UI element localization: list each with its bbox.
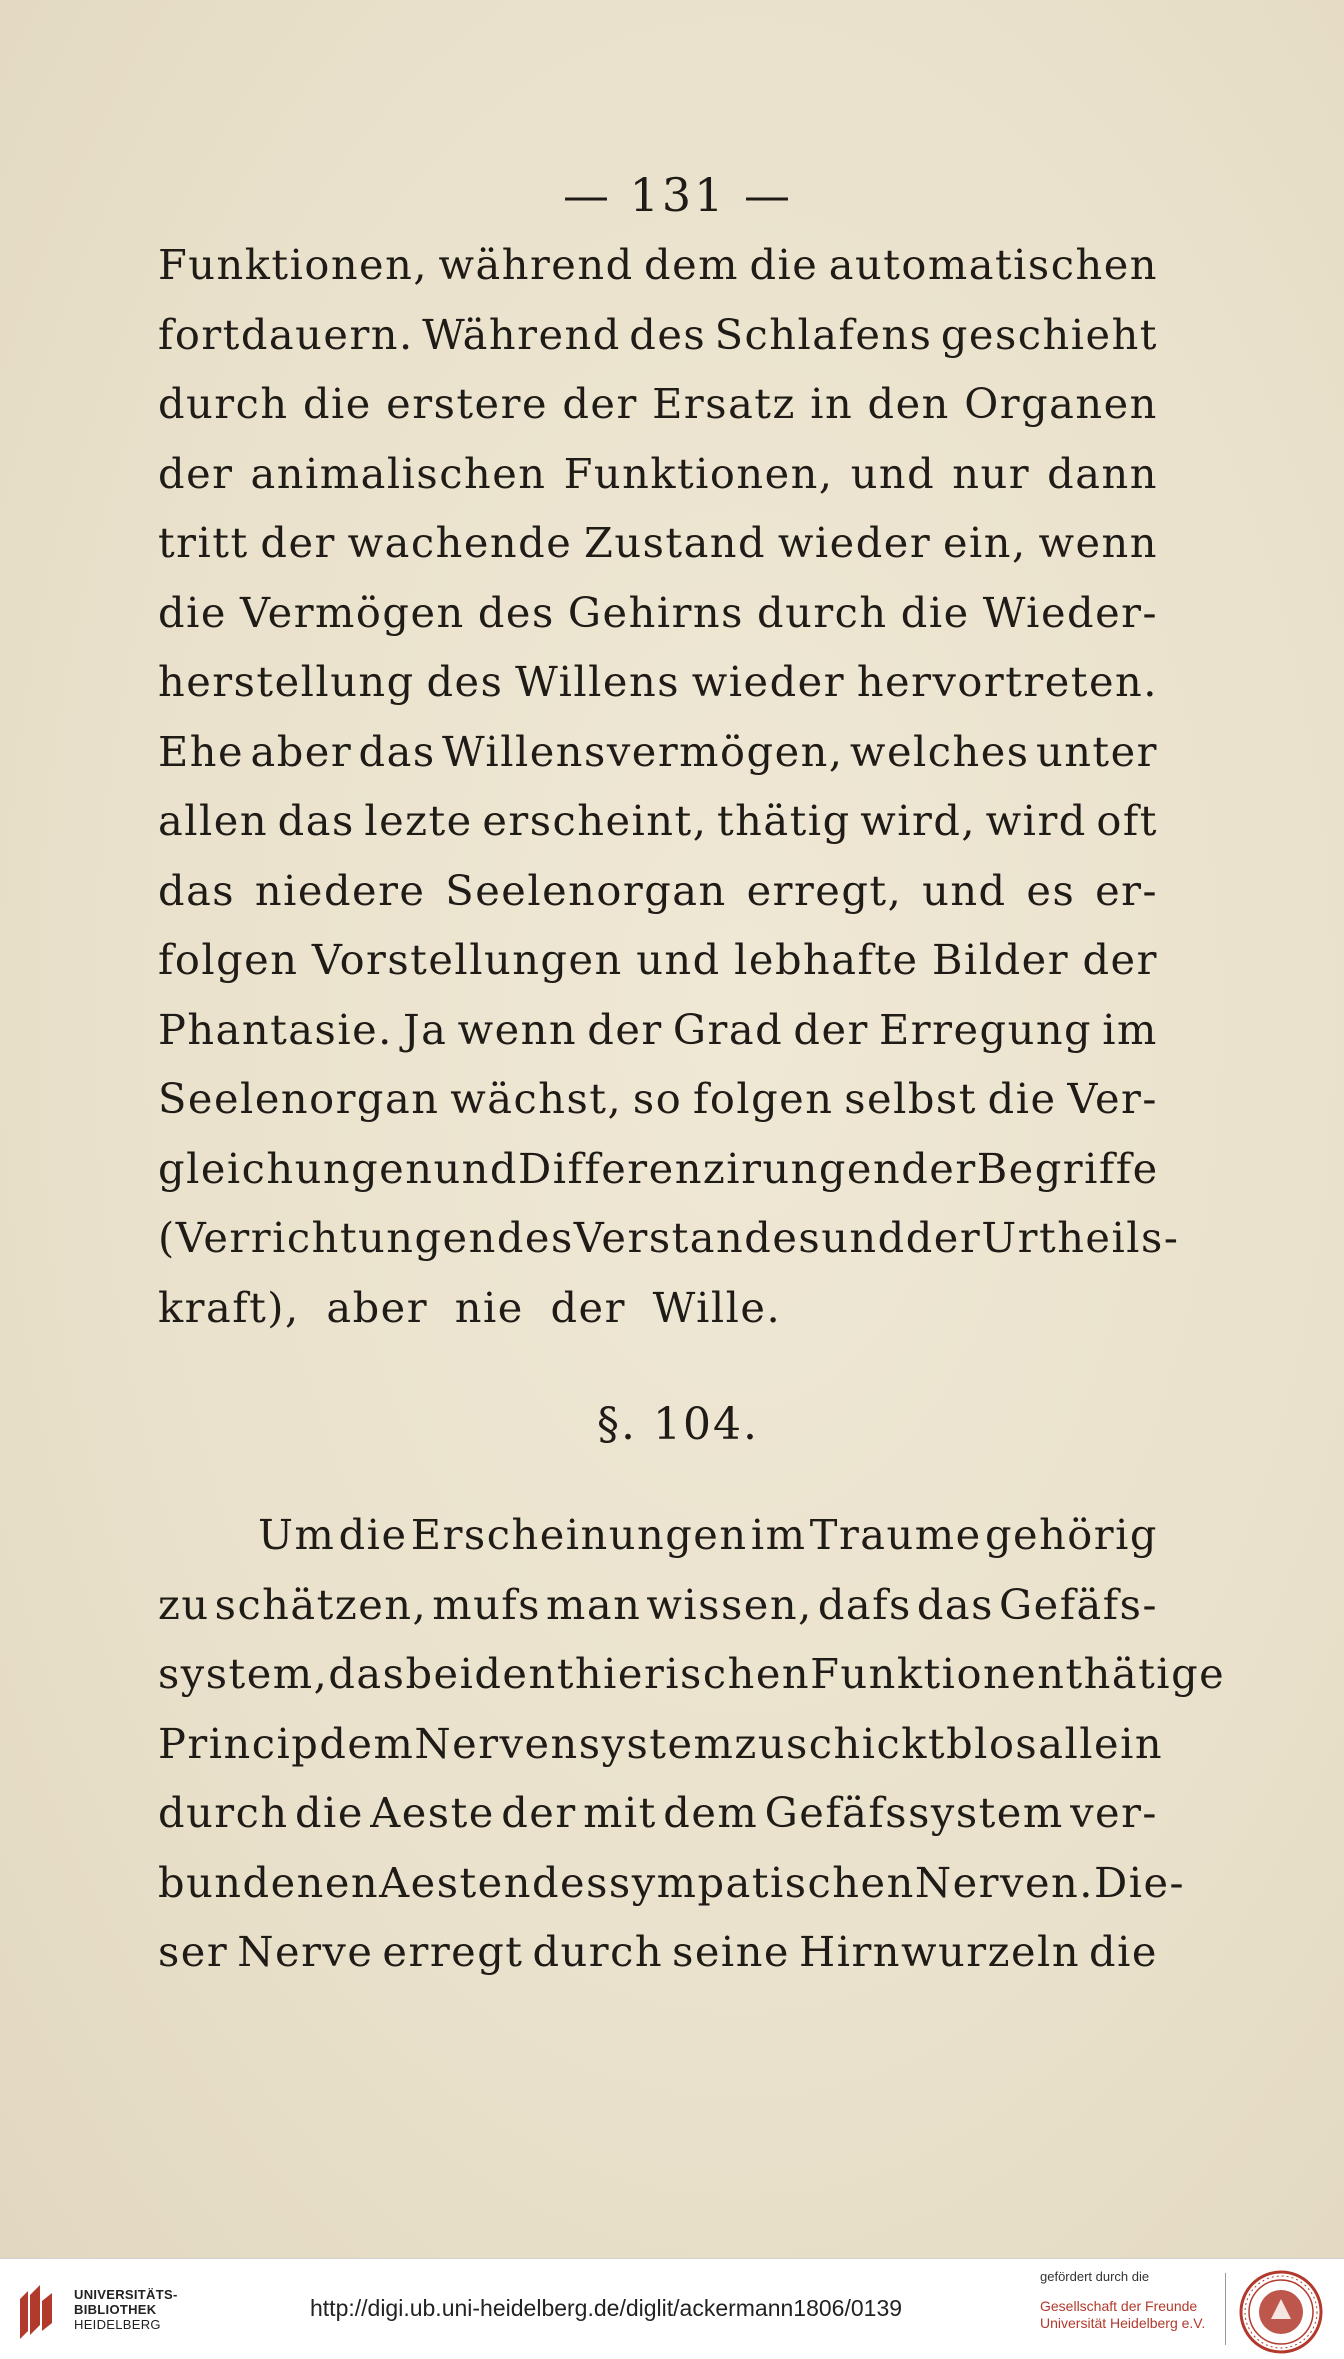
word: folgen bbox=[692, 1074, 834, 1123]
word: Zustand bbox=[584, 518, 767, 567]
word: wieder bbox=[777, 518, 932, 567]
word: und bbox=[821, 1213, 906, 1262]
word: es bbox=[1026, 865, 1076, 915]
word: das bbox=[358, 726, 436, 776]
text-line bbox=[158, 995, 1158, 1065]
word: Differenzirungen bbox=[517, 1143, 902, 1193]
word: zu bbox=[158, 1579, 210, 1629]
word: Bilder bbox=[932, 935, 1070, 984]
text-line bbox=[158, 439, 1158, 509]
word: durch bbox=[532, 1927, 664, 1976]
word: folgen bbox=[158, 935, 299, 984]
word: Erregung bbox=[879, 1004, 1093, 1054]
word: wissen, bbox=[646, 1579, 813, 1629]
word: im bbox=[1102, 1004, 1158, 1054]
word: Vermögen bbox=[240, 587, 465, 637]
library-logo-icon bbox=[14, 2281, 60, 2341]
text-line bbox=[158, 578, 1158, 648]
paragraph-2 bbox=[158, 1500, 1226, 1987]
text-line bbox=[158, 508, 1158, 578]
word: aber bbox=[250, 726, 353, 776]
word: des bbox=[477, 587, 555, 637]
word: wenn bbox=[457, 1004, 578, 1054]
word: die bbox=[900, 587, 970, 637]
word: das bbox=[158, 865, 236, 915]
word: mit bbox=[583, 1788, 657, 1837]
word: thätige bbox=[1065, 1649, 1226, 1698]
text-line bbox=[158, 856, 1158, 926]
word: fortdauern. bbox=[158, 309, 414, 359]
text-line bbox=[158, 1064, 1158, 1134]
word: Ehe bbox=[158, 726, 245, 776]
word: erscheint, bbox=[482, 796, 708, 845]
word: das bbox=[916, 1579, 994, 1629]
word: dem bbox=[644, 240, 740, 289]
word: ein, bbox=[942, 518, 1027, 567]
word: des bbox=[629, 309, 707, 359]
word: die bbox=[158, 587, 227, 637]
word: Gehirns bbox=[567, 587, 744, 637]
word: wird bbox=[985, 796, 1087, 845]
word: sympatischen bbox=[608, 1857, 915, 1907]
word: dem bbox=[319, 1718, 415, 1768]
word: erstere bbox=[386, 379, 549, 428]
word: zuschickt bbox=[734, 1718, 947, 1768]
word: der bbox=[260, 518, 336, 567]
word: lebhafte bbox=[734, 935, 919, 984]
word: des bbox=[426, 657, 504, 706]
word: Phantasie. bbox=[158, 1004, 393, 1054]
section-heading: §. 104. bbox=[597, 1399, 759, 1450]
word: durch bbox=[757, 587, 888, 637]
text-line bbox=[158, 1709, 1164, 1779]
word: (Verrichtungen bbox=[158, 1213, 497, 1262]
word: der bbox=[905, 1213, 982, 1262]
text-line bbox=[158, 925, 1158, 995]
word: wird, bbox=[860, 796, 977, 845]
word: Schlafens bbox=[714, 309, 933, 359]
word: tritt bbox=[158, 518, 249, 567]
word: oft bbox=[1096, 796, 1158, 845]
library-name-line: UNIVERSITÄTS- bbox=[74, 2287, 178, 2302]
text-line bbox=[158, 1848, 1186, 1918]
word: der bbox=[587, 1004, 663, 1054]
text-line bbox=[158, 647, 1158, 717]
footer-bar bbox=[0, 2258, 1344, 2359]
word: so bbox=[632, 1074, 683, 1123]
word: Begriffe bbox=[976, 1143, 1159, 1193]
word: allein bbox=[1038, 1718, 1164, 1768]
word: Vorstellungen bbox=[311, 935, 623, 984]
word: Funktionen, bbox=[563, 448, 834, 498]
word: die bbox=[294, 1788, 364, 1837]
paragraph-1 bbox=[158, 230, 1180, 1342]
word: Willens bbox=[515, 657, 680, 706]
text-line bbox=[158, 369, 1158, 439]
word: die bbox=[987, 1074, 1057, 1123]
text-line bbox=[158, 230, 1158, 300]
word: Ersatz bbox=[652, 379, 796, 428]
word: die bbox=[302, 379, 372, 428]
word: Die- bbox=[1093, 1857, 1186, 1907]
text-line bbox=[158, 1639, 1226, 1709]
text-line bbox=[158, 1778, 1158, 1848]
word: und bbox=[433, 1143, 518, 1193]
word: Grad bbox=[672, 1004, 784, 1054]
word: die bbox=[338, 1510, 408, 1559]
sponsor-label: gefördert durch die bbox=[1040, 2269, 1150, 2284]
word: wächst, bbox=[450, 1074, 623, 1123]
word: blos bbox=[946, 1718, 1039, 1768]
word: nur bbox=[952, 448, 1031, 498]
word: Wieder- bbox=[982, 587, 1158, 637]
word: herstellung bbox=[158, 657, 415, 706]
page-text bbox=[158, 160, 1226, 1987]
word: thätig bbox=[716, 796, 851, 845]
word: erregt, bbox=[746, 865, 903, 915]
word: des bbox=[496, 1213, 574, 1262]
word: unter bbox=[1035, 726, 1158, 776]
word: seine bbox=[672, 1927, 790, 1976]
word: Gefäfs- bbox=[998, 1579, 1158, 1629]
word: lezte bbox=[364, 796, 473, 845]
word: dann bbox=[1047, 448, 1158, 498]
text-line bbox=[158, 300, 1158, 370]
word: das bbox=[328, 1649, 406, 1698]
word: welches bbox=[849, 726, 1030, 776]
word: hervortreten. bbox=[856, 657, 1158, 706]
word: animalischen bbox=[250, 448, 547, 498]
word: Nerven. bbox=[914, 1857, 1094, 1907]
word: die bbox=[1089, 1927, 1158, 1976]
word: den bbox=[474, 1649, 557, 1698]
word: Aesten bbox=[379, 1857, 532, 1907]
word: bei bbox=[405, 1649, 475, 1698]
text-line bbox=[158, 1203, 1180, 1273]
word: Seelenorgan bbox=[445, 865, 727, 915]
word: bundenen bbox=[158, 1857, 380, 1907]
word: niedere bbox=[254, 865, 426, 915]
word: Urtheils- bbox=[981, 1213, 1180, 1262]
word: Während bbox=[422, 309, 621, 359]
word: wieder bbox=[691, 657, 846, 706]
word: Ver- bbox=[1067, 1074, 1158, 1123]
word: durch bbox=[158, 379, 289, 428]
word: durch bbox=[158, 1788, 289, 1837]
word: die bbox=[749, 240, 819, 289]
page-number: — 131 — bbox=[562, 168, 794, 222]
word: Aeste bbox=[370, 1788, 495, 1837]
text-line bbox=[158, 1500, 1158, 1570]
word: Nervensystem bbox=[414, 1718, 735, 1768]
word: der bbox=[901, 1143, 977, 1193]
word: schätzen, bbox=[214, 1579, 428, 1629]
word: das bbox=[277, 796, 355, 845]
word: geschieht bbox=[940, 309, 1158, 359]
university-seal-icon bbox=[1238, 2269, 1324, 2355]
word: ver- bbox=[1070, 1788, 1158, 1837]
word: thierischen bbox=[556, 1649, 811, 1698]
word: ser bbox=[158, 1927, 229, 1976]
word: selbst bbox=[844, 1074, 977, 1123]
word: und bbox=[850, 448, 936, 498]
word: wenn bbox=[1038, 518, 1158, 567]
sponsor-name: Universität Heidelberg e.V. bbox=[1040, 2315, 1206, 2331]
word: system, bbox=[158, 1649, 329, 1698]
word: Um bbox=[258, 1510, 336, 1559]
word: Willensvermögen, bbox=[442, 726, 844, 776]
word: Ja bbox=[403, 1004, 448, 1054]
word: Organen bbox=[964, 379, 1158, 428]
divider bbox=[1225, 2273, 1226, 2345]
word: gleichungen bbox=[158, 1143, 434, 1193]
word: und bbox=[636, 935, 721, 984]
sponsor-name: Gesellschaft der Freunde bbox=[1040, 2298, 1198, 2314]
word: der bbox=[158, 448, 234, 498]
text-line bbox=[158, 1917, 1158, 1987]
word: im bbox=[750, 1510, 807, 1559]
word: wachende bbox=[347, 518, 573, 567]
word: allen bbox=[158, 796, 269, 845]
library-name-line: BIBLIOTHEK bbox=[74, 2302, 157, 2317]
word: Funktionen, bbox=[158, 240, 429, 289]
text-line bbox=[158, 717, 1158, 787]
word: der bbox=[793, 1004, 869, 1054]
word: Erscheinungen bbox=[410, 1510, 748, 1559]
word: während bbox=[438, 240, 634, 289]
text-line bbox=[158, 1273, 1158, 1343]
word: gehörig bbox=[984, 1510, 1158, 1559]
word: in bbox=[810, 379, 854, 428]
word: der bbox=[1082, 935, 1158, 984]
word: er- bbox=[1095, 865, 1158, 915]
word: Verstandes bbox=[573, 1213, 822, 1262]
source-url-link[interactable]: http://digi.ub.uni-heidelberg.de/diglit/ackermann1806/0139 bbox=[310, 2295, 903, 2321]
word: mufs bbox=[432, 1579, 541, 1629]
text-line bbox=[158, 1570, 1158, 1640]
line-text: kraft), aber nie der Wille. bbox=[158, 1282, 782, 1332]
word: erregt bbox=[382, 1927, 524, 1976]
word: Princip bbox=[158, 1718, 320, 1768]
word: Hirnwurzeln bbox=[799, 1927, 1081, 1976]
word: Nerve bbox=[237, 1927, 374, 1976]
word: Traume bbox=[809, 1510, 982, 1559]
library-name-line: HEIDELBERG bbox=[74, 2317, 161, 2332]
sponsor-block bbox=[1040, 2269, 1230, 2332]
word: dafs bbox=[817, 1579, 912, 1629]
word: und bbox=[922, 865, 1007, 915]
text-line bbox=[158, 786, 1158, 856]
word: Funktionen bbox=[810, 1649, 1066, 1698]
word: der bbox=[501, 1788, 577, 1837]
word: Gefäfssystem bbox=[764, 1788, 1064, 1837]
word: den bbox=[867, 379, 950, 428]
word: man bbox=[546, 1579, 642, 1629]
word: automatischen bbox=[828, 240, 1158, 289]
word: dem bbox=[663, 1788, 759, 1837]
word: des bbox=[531, 1857, 609, 1907]
word: der bbox=[562, 379, 638, 428]
word: Seelenorgan bbox=[158, 1074, 440, 1123]
text-line bbox=[158, 1134, 1158, 1204]
library-name bbox=[74, 2287, 178, 2332]
